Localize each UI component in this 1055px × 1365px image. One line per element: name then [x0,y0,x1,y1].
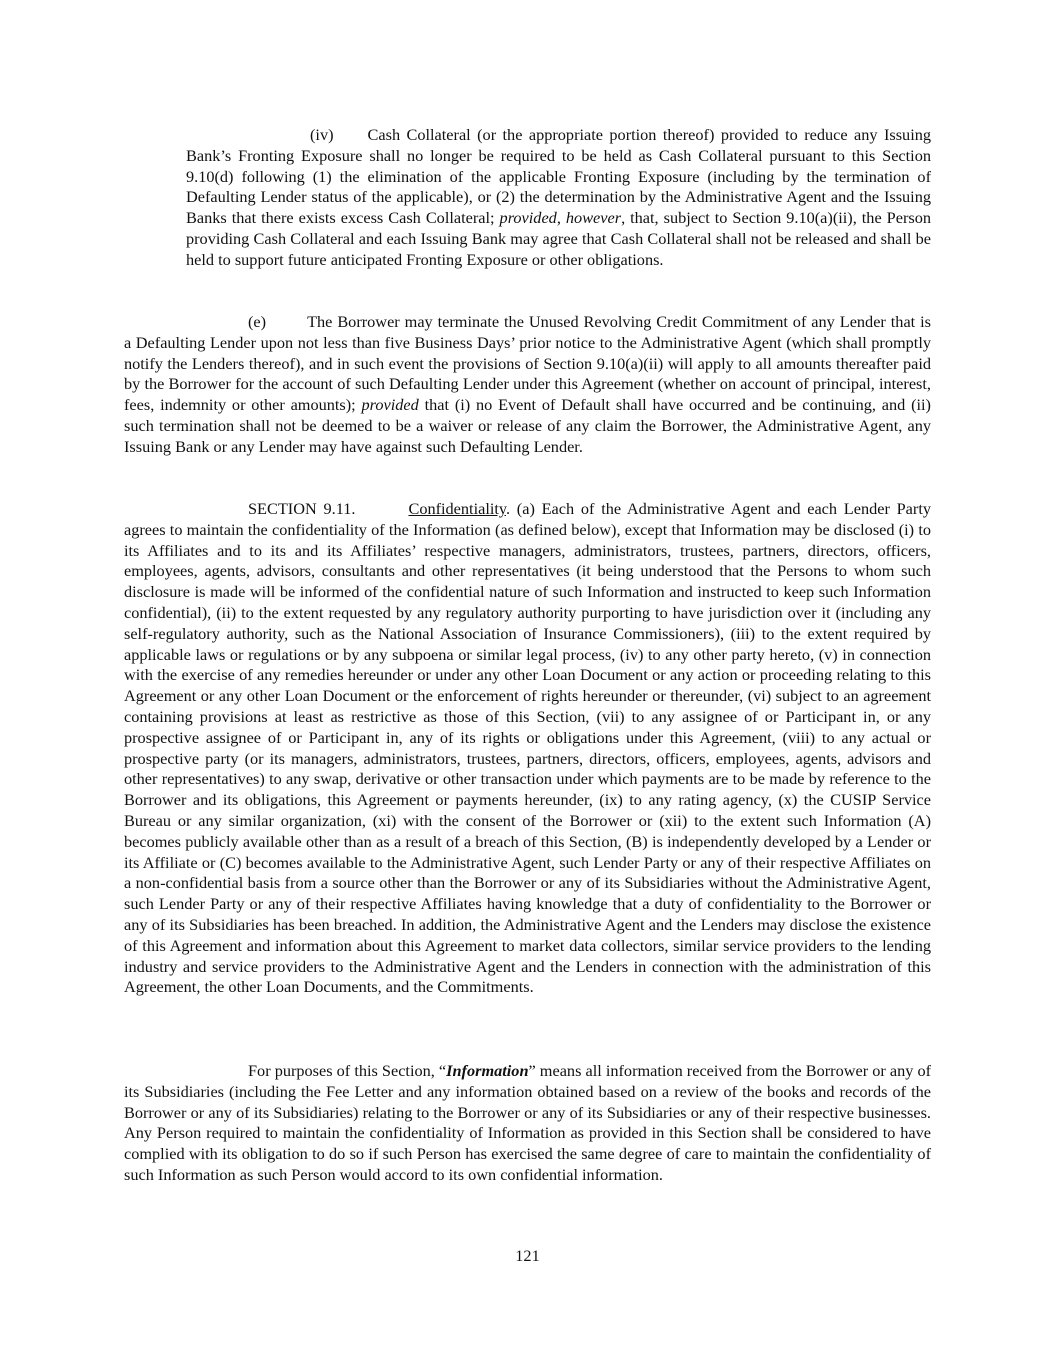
defined-term: Information [446,1061,529,1080]
paragraph-e-termination [124,312,931,458]
enumerator-iv: (iv) [310,125,334,144]
italic-term: provided [499,208,557,228]
section-label: SECTION 9.11. [248,499,356,518]
paragraph-text: The Borrower may terminate the Unused Revolving Credit Commitment of any Lender that is a Defaulting Lender upon not less than five Business Days’ prior notice to the Administrative Agent (which shall promptly notify the Lenders thereof), and in such event the provisions of Section 9.10(a)(ii) will apply to all amounts thereafter paid by the Borrower for the account of such Defaulting Lender under this Agreement (whether on account of principal, interest, fees, indemnity or other amounts); [124,312,931,415]
italic-term: however [565,208,622,228]
paragraph-text: , [556,208,566,228]
paragraph-text: Cash Collateral (or the appropriate portion thereof) provided to reduce any Issuing Bank’s Fronting Exposure shall no longer be required to be held as Cash Collateral pursuant to this Section 9.10(d) following (1) the elimination of the applicable Fronting Exposure (including by the termination of Defaulting Lender status of the applicable), or (2) the determination by the Administrative Agent and the Issuing Banks that there exists excess Cash Collateral; [186,125,931,228]
section-heading: Confidentiality [408,499,506,518]
paragraph-text: that (i) no Event of Default shall have occurred and be continuing, and (ii) such termination shall not be deemed to be a waiver or release of any claim the Borrower, the Administrative Agent, any Issuing Bank or any Lender may have against such Defaulting Lender. [124,395,931,456]
paragraph-iv-cash-collateral [186,125,931,271]
paragraph-information-definition [124,1061,931,1186]
italic-term: provided [361,395,419,415]
enumerator-e: (e) [248,312,267,331]
section-9-11-confidentiality [124,499,931,998]
paragraph-text: . (a) Each of the Administrative Agent and each Lender Party agrees to maintain the confidentiality of the Information (as defined below), except that Information may be disclosed (i) to its Affiliates and to its and its Affiliates’ respective managers, administrators, trustees, partners, directors, officers, employees, agents, advisors, consultants and other representatives (it being understood that the Persons to whom such disclosure is made will be informed of the confidential nature of such Information and instructed to keep such Information confidential), (ii) to the extent requested by any regulatory authority purporting to have jurisdiction over it (including any self-regulatory authority, such as the National Association of Insurance Commissioners), (iii) to the extent required by applicable laws or regulations or by any subpoena or similar legal process, (iv) to any other party hereto, (v) in connection with the exercise of any remedies hereunder or under any other Loan Document or any action or proceeding relating to this Agreement or any other Loan Document or the enforcement of rights hereunder or thereunder, (vi) subject to an agreement containing provisions at least as restrictive as those of this Section, (vii) to any assignee of or Participant in, or any prospective assignee of or Participant in, any of its rights or obligations under this Agreement, (viii) to any actual or prospective party (or its managers, administrators, trustees, partners, directors, officers, employees, agents, advisors and other representatives) to any swap, derivative or other transaction under which payments are to be made by reference to the Borrower and its obligations, this Agreement or payments hereunder, (ix) to any rating agency, (x) the CUSIP Service Bureau or any similar organization, (xi) with the consent of the Borrower or (xii) to the extent such Information (A) becomes publicly available other than as a result of a breach of this Section, (B) is independently developed by a Lender or its Affiliate or (C) becomes available to the Administrative Agent, such Lender Party or any of their respective Affiliates on a non-confidential basis from a source other than the Borrower or any of its Subsidiaries without the Administrative Agent, such Lender Party or any of their respective Affiliates having knowledge that a duty of confidentiality to the Borrower or any of its Subsidiaries has been breached. In addition, the Administrative Agent and the Lenders may disclose the existence of this Agreement and information about this Agreement to market data collectors, similar service providers to the lending industry and service providers to the Administrative Agent and the Lenders in connection with the administration of this Agreement, the other Loan Documents, and the Commitments. [124,499,931,997]
paragraph-text: For purposes of this Section, “ [248,1061,447,1080]
paragraph-text: , that, subject to Section 9.10(a)(ii), the Person providing Cash Collateral and each Issuing Bank may agree that Cash Collateral shall not be released and shall be held to support future anticipated Fronting Exposure or other obligations. [186,208,931,269]
page-number: 121 [515,1246,540,1265]
paragraph-text: ” means all information received from the Borrower or any of its Subsidiaries (including the Fee Letter and any information obtained based on a review of the books and records of the Borrower or any of its Subsidiaries) relating to the Borrower or any of its Subsidiaries or any of their respective businesses. Any Person required to maintain the confidentiality of Information as provided in this Section shall be considered to have complied with its obligation to do so if such Person has exercised the same degree of care to maintain the confidentiality of such Information as such Person would accord to its own confidential information. [124,1061,932,1184]
